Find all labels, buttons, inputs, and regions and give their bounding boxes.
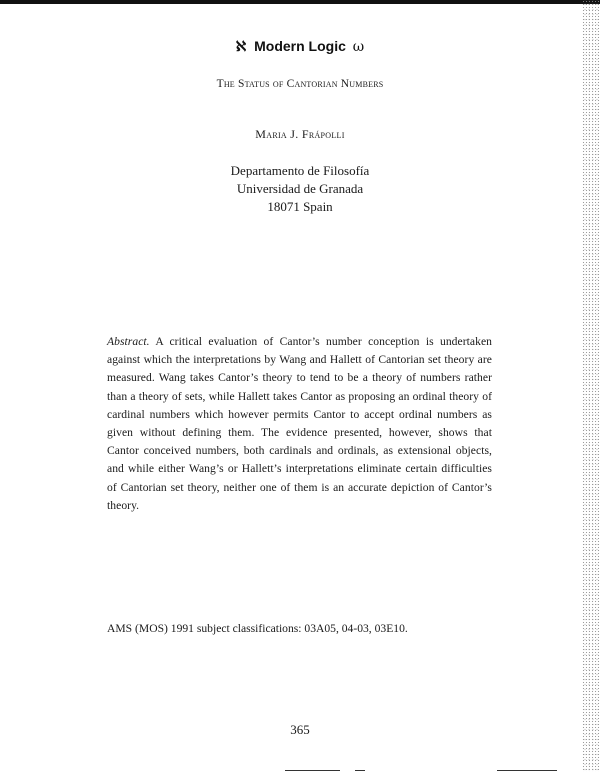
scan-artifact-line <box>285 770 340 771</box>
aleph-icon: ℵ <box>235 39 247 55</box>
author-name: Maria J. Frápolli <box>255 127 345 141</box>
scan-artifact-line <box>497 770 557 771</box>
scan-right-edge-noise <box>582 0 600 772</box>
author-affiliation <box>0 162 600 216</box>
affiliation-university: Universidad de Granada <box>236 181 364 196</box>
scan-top-border <box>0 0 600 4</box>
page-number: 365 <box>290 722 310 737</box>
journal-header <box>0 38 600 55</box>
subject-classification: AMS (MOS) 1991 subject classifications: 03A05, 04-03, 03E10. <box>107 622 408 635</box>
abstract-label: Abstract. <box>107 335 150 348</box>
affiliation-department: Departamento de Filosofía <box>230 163 370 178</box>
paper-title: The Status of Cantorian Numbers <box>216 78 384 90</box>
abstract-paragraph <box>107 333 492 515</box>
omega-icon: ω <box>352 39 365 55</box>
scan-artifact-line <box>355 770 365 771</box>
journal-name: Modern Logic <box>254 38 346 54</box>
affiliation-address: 18071 Spain <box>267 199 333 214</box>
abstract-text: A critical evaluation of Cantor’s number conception is undertaken against which the interpretations by Wang and Hallett of Cantorian set theory are measured. Wang takes Cantor’s theory to tend to be a theory of numbers rather than a theory of sets, while Hallett takes Cantor as proposing an ordinal theory of cardinal numbers which however permits Cantor to accept ordinal numbers as given without defining them. The evidence presented, however, shows that Cantor conceived numbers, both cardinals and ordinals, as extensional objects, and while either Wang’s or Hallett’s interpretations eliminate certain difficulties of Cantorian set theory, neither one of them is an accurate depiction of Cantor’s theory. <box>107 335 492 512</box>
